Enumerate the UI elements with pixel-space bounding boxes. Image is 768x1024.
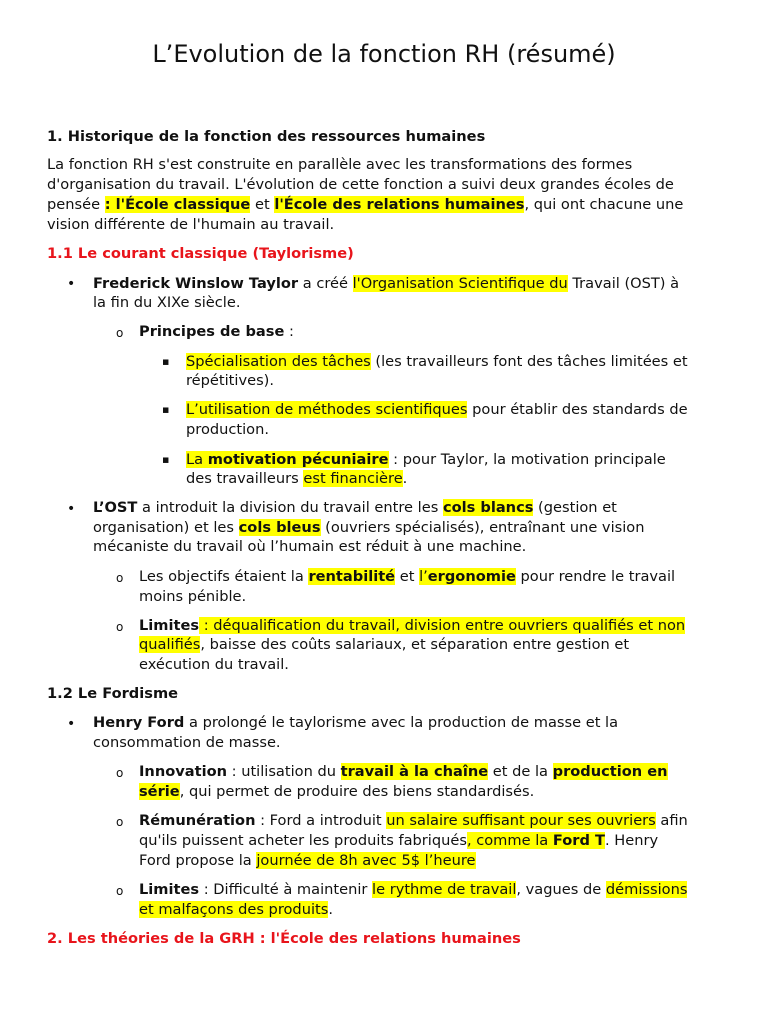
taylor-line-2: la fin du XIXe siècle. (93, 294, 241, 311)
ost-line-2: organisation) et les cols bleus (ouvriers spécialisés), entraînant une vision (93, 519, 645, 536)
disc-bullet: • (67, 276, 76, 292)
circle-bullet: o (116, 766, 124, 780)
remuneration-line-2: qu'ils puissent acheter les produits fabriqués, comme la Ford T. Henry (139, 832, 659, 849)
ford-line-1: Henry Ford a prolongé le taylorisme avec la production de masse et la (93, 714, 619, 731)
methodes-line-2: production. (186, 421, 270, 438)
intro-line-4: vision différente de l'humain au travail. (47, 216, 335, 233)
spec-line-1: Spécialisation des tâches (les travailleurs font des tâches limitées et (186, 353, 688, 370)
objectifs-line-2: moins pénible. (139, 588, 247, 605)
intro-line-2: d'organisation du travail. L'évolution de cette fonction a suivi deux grandes écoles de (47, 176, 674, 193)
circle-bullet: o (116, 884, 124, 898)
limites1-line-1: Limites : déqualification du travail, division entre ouvriers qualifiés et non (139, 617, 686, 634)
section-heading-1-2: 1.2 Le Fordisme (47, 685, 179, 702)
limites2-line-2: et malfaçons des produits. (139, 901, 333, 918)
circle-bullet: o (116, 326, 124, 340)
section-heading-1: 1. Historique de la fonction des ressources humaines (47, 128, 486, 145)
motivation-line-1: La motivation pécuniaire : pour Taylor, la motivation principale (186, 451, 666, 468)
ford-line-2: consommation de masse. (93, 734, 281, 751)
limites1-line-2: qualifiés, baisse des coûts salariaux, et séparation entre gestion et (139, 636, 630, 653)
circle-bullet: o (116, 815, 124, 829)
intro-line-1: La fonction RH s'est construite en parallèle avec les transformations des formes (47, 156, 633, 173)
disc-bullet: • (67, 716, 76, 732)
innovation-line-1: Innovation : utilisation du travail à la chaîne et de la production en (139, 763, 668, 780)
ost-line-3: mécaniste du travail où l’humain est réduit à une machine. (93, 538, 527, 555)
square-bullet: ▪ (162, 403, 170, 416)
taylor-line-1: Frederick Winslow Taylor a créé l'Organisation Scientifique du Travail (OST) à (93, 275, 680, 292)
section-heading-1-1: 1.1 Le courant classique (Taylorisme) (47, 245, 354, 262)
circle-bullet: o (116, 620, 124, 634)
methodes-line-1: L’utilisation de méthodes scientifiques pour établir des standards de (186, 401, 688, 418)
remuneration-line-1: Rémunération : Ford a introduit un salaire suffisant pour ses ouvriers afin (139, 812, 688, 829)
limites1-line-3: exécution du travail. (139, 656, 289, 673)
square-bullet: ▪ (162, 355, 170, 368)
square-bullet: ▪ (162, 453, 170, 466)
intro-line-3: pensée : l'École classique et l'École des relations humaines, qui ont chacune une (47, 196, 684, 213)
innovation-line-2: série, qui permet de produire des biens standardisés. (139, 783, 535, 800)
circle-bullet: o (116, 571, 124, 585)
disc-bullet: • (67, 501, 76, 517)
spec-line-2: répétitives). (186, 372, 275, 389)
ost-line-1: L’OST a introduit la division du travail entre les cols blancs (gestion et (93, 499, 617, 516)
section-heading-2: 2. Les théories de la GRH : l'École des relations humaines (47, 930, 521, 947)
objectifs-line-1: Les objectifs étaient la rentabilité et l’ergonomie pour rendre le travail (139, 568, 676, 585)
motivation-line-2: des travailleurs est financière. (186, 470, 408, 487)
page-title: L’Evolution de la fonction RH (résumé) (152, 40, 616, 68)
limites2-line-1: Limites : Difficulté à maintenir le rythme de travail, vagues de démissions (139, 881, 688, 898)
remuneration-line-3: Ford propose la journée de 8h avec 5$ l’heure (139, 852, 476, 869)
principes-label: Principes de base : (139, 323, 294, 340)
